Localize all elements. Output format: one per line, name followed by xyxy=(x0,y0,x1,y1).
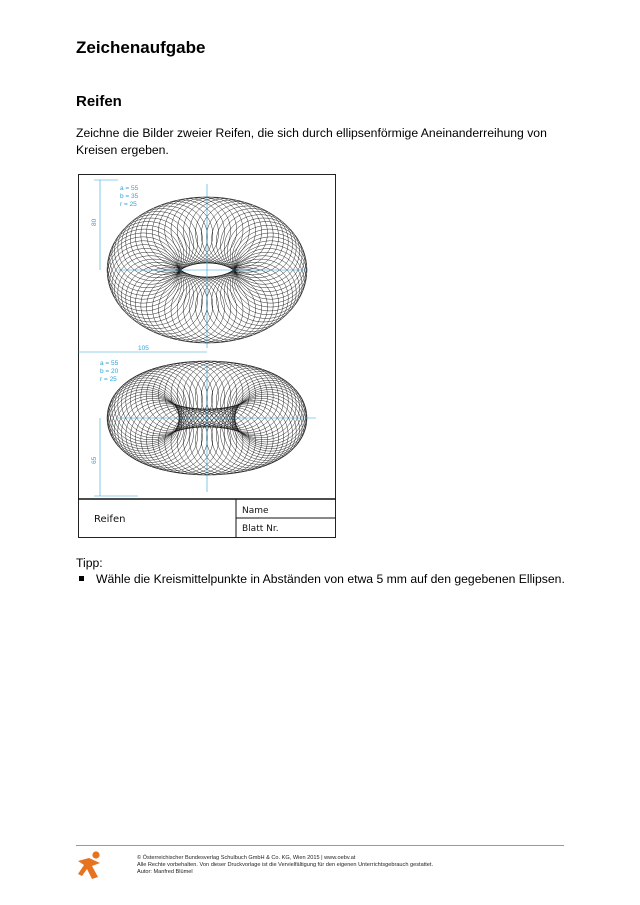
ring-circle xyxy=(195,363,267,429)
top-param-r: r = 25 xyxy=(120,201,137,208)
ring-circle xyxy=(195,407,267,473)
footer-author: Autor: Manfred Blümel xyxy=(137,869,193,875)
top-param-b: b = 35 xyxy=(120,193,139,200)
page-title: Zeichenaufgabe xyxy=(76,38,206,57)
section-title: Reifen xyxy=(76,93,122,110)
title-block-sheet: Blatt Nr. xyxy=(242,524,279,534)
drawing-sheet xyxy=(78,174,336,538)
oebv-figure-logo-icon xyxy=(76,850,104,880)
bottom-height-dim: 65 xyxy=(91,456,98,464)
top-param-a: a = 55 xyxy=(120,185,139,192)
footer-rights: Alle Rechte vorbehalten. Von dieser Druckvorlage ist die Vervielfältigung für den eigenen Unterrichtsgebrauch gestattet. xyxy=(137,862,434,868)
footer-copyright: © Österreichischer Bundesverlag Schulbuch GmbH & Co. KG, Wien 2015 | www.oebv.at xyxy=(137,855,356,861)
tip-label: Tipp: xyxy=(76,556,103,570)
title-block-title: Reifen xyxy=(94,514,126,525)
top-height-dim: 80 xyxy=(91,218,98,226)
mid-width-dim: 105 xyxy=(138,345,149,352)
footer-rule xyxy=(76,845,564,846)
ring-circle xyxy=(147,407,219,473)
tip-item: Wähle die Kreismittelpunkte in Abständen von etwa 5 mm auf den gegebenen Ellipsen. xyxy=(96,572,565,586)
title-block-name: Name xyxy=(242,506,269,516)
ring-circle xyxy=(216,368,288,434)
dimension-lines xyxy=(78,180,316,496)
bullet-square-icon xyxy=(79,576,84,581)
ring-circle xyxy=(126,368,198,434)
bottom-param-a: a = 55 xyxy=(100,360,119,367)
task-text: Zeichne die Bilder zweier Reifen, die sich durch ellipsenförmige Aneinanderreihung von Kreisen ergeben. xyxy=(76,126,547,157)
ring-circle xyxy=(147,363,219,429)
ring-circle xyxy=(126,402,198,468)
bottom-param-b: b = 20 xyxy=(100,368,119,375)
bottom-param-r: r = 25 xyxy=(100,376,117,383)
ring-circle xyxy=(216,402,288,468)
